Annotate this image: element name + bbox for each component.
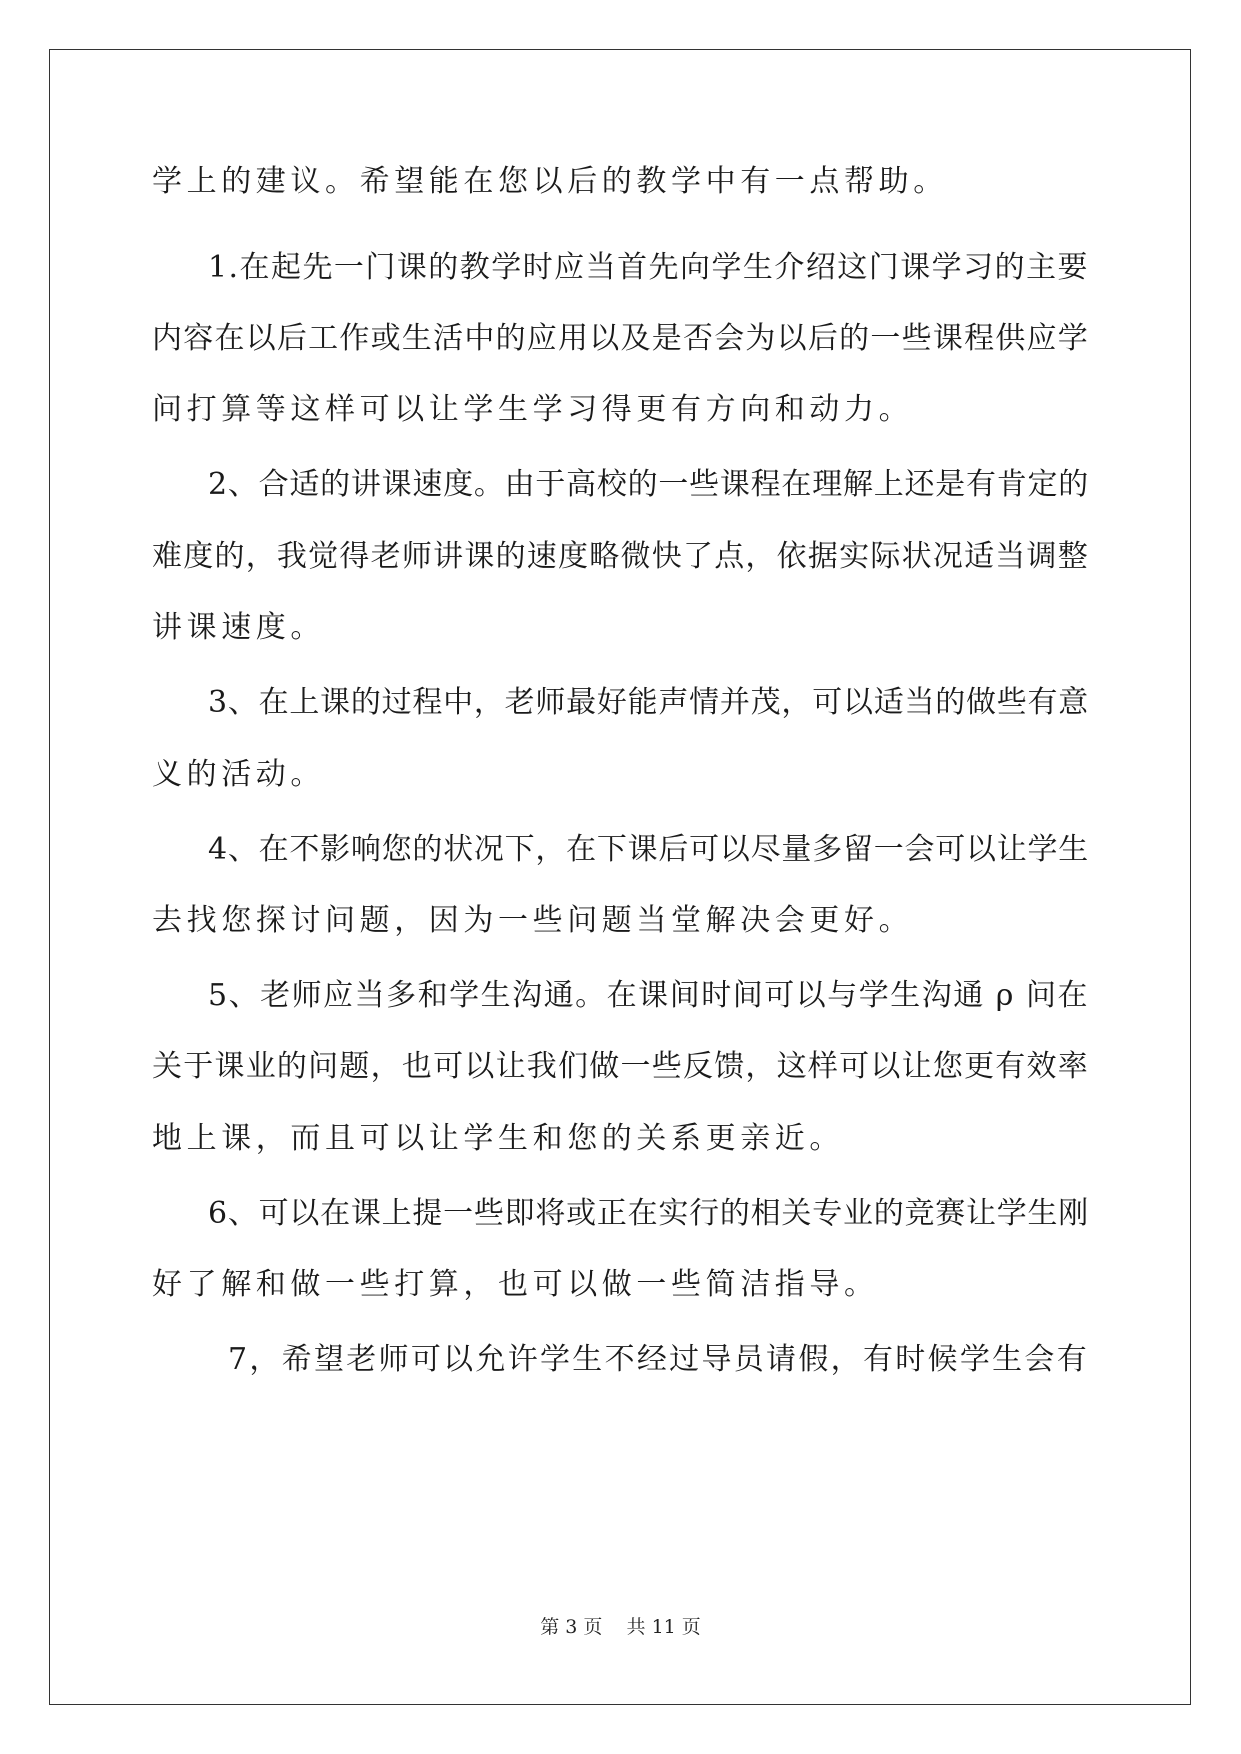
text-line: 内容在以后工作或生活中的应用以及是否会为以后的一些课程供应学: [152, 321, 1089, 356]
text-line: 6、可以在课上提一些即将或正在实行的相关专业的竞赛让学生刚: [208, 1196, 1089, 1231]
text-line: 难度的，我觉得老师讲课的速度略微快了点，依据实际状况适当调整: [152, 539, 1089, 574]
text-line: 5、老师应当多和学生沟通。在课间时间可以与学生沟通 ρ 问在: [208, 978, 1089, 1013]
page-number-footer: 第 3 页 共 11 页: [540, 1616, 701, 1638]
text-line: 7，希望老师可以允许学生不经过导员请假，有时候学生会有: [228, 1342, 1089, 1377]
text-line: 讲课速度。: [152, 610, 325, 645]
text-line: 义的活动。: [152, 757, 325, 792]
text-line: 好了解和做一些打算，也可以做一些简洁指导。: [152, 1267, 879, 1302]
text-line: 学上的建议。希望能在您以后的教学中有一点帮助。: [152, 164, 948, 199]
text-line: 关于课业的问题，也可以让我们做一些反馈，这样可以让您更有效率: [152, 1049, 1089, 1084]
text-line: 4、在不影响您的状况下，在下课后可以尽量多留一会可以让学生: [208, 832, 1089, 867]
text-line: 去找您探讨问题，因为一些问题当堂解决会更好。: [152, 903, 914, 938]
text-line: 2、合适的讲课速度。由于高校的一些课程在理解上还是有肯定的: [208, 467, 1089, 502]
page-border: [49, 49, 1191, 1705]
text-line: 3、在上课的过程中，老师最好能声情并茂，可以适当的做些有意: [208, 685, 1089, 720]
text-line: 问打算等这样可以让学生学习得更有方向和动力。: [152, 392, 914, 427]
text-line: 地上课，而且可以让学生和您的关系更亲近。: [152, 1121, 844, 1156]
text-line: 1.在起先一门课的教学时应当首先向学生介绍这门课学习的主要: [208, 250, 1089, 285]
